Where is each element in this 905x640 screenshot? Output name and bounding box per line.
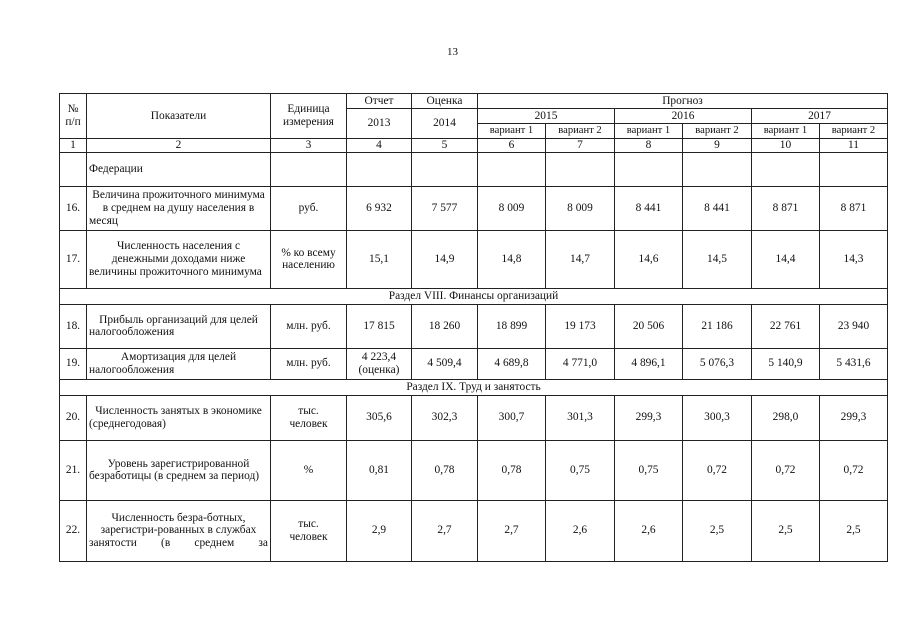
row-unit: % ко всему населению — [271, 230, 347, 288]
cell-value: 2,5 — [820, 500, 888, 561]
row-name: Прибыль организаций для целей налогообложения — [87, 304, 271, 348]
header-2015-variant2: вариант 2 — [546, 124, 615, 139]
cell-value: 8 009 — [546, 186, 615, 230]
cell-value: 302,3 — [412, 395, 478, 440]
row-unit: млн. руб. — [271, 304, 347, 348]
cell-value: 2,6 — [546, 500, 615, 561]
cell-value: 2,5 — [683, 500, 752, 561]
cell-value: 2,7 — [412, 500, 478, 561]
row-name: Численность занятых в экономике (среднегодовая) — [87, 395, 271, 440]
cell-value: 6 932 — [347, 186, 412, 230]
cell-value: 7 577 — [412, 186, 478, 230]
cell-value: 14,4 — [752, 230, 820, 288]
header-forecast: Прогноз — [478, 94, 888, 109]
cell-value: 17 815 — [347, 304, 412, 348]
row-num: 21. — [60, 440, 87, 500]
cell-value: 4 771,0 — [546, 348, 615, 379]
cell-value: 8 441 — [683, 186, 752, 230]
cell-value: 0,75 — [615, 440, 683, 500]
col-number: 4 — [347, 139, 412, 153]
row-unit: тыс. человек — [271, 500, 347, 561]
cell-value: 20 506 — [615, 304, 683, 348]
cell-value: 305,6 — [347, 395, 412, 440]
cell-value: 5 431,6 — [820, 348, 888, 379]
table-row — [60, 395, 888, 440]
cell-value: 19 173 — [546, 304, 615, 348]
cell-value: 4 896,1 — [615, 348, 683, 379]
page-number: 13 — [447, 46, 458, 58]
row-num: 22. — [60, 500, 87, 561]
column-number-row — [60, 139, 888, 153]
cell-value: 300,3 — [683, 395, 752, 440]
cell-value: 4 509,4 — [412, 348, 478, 379]
cell-value: 14,8 — [478, 230, 546, 288]
row-num: 19. — [60, 348, 87, 379]
cell-value: 22 761 — [752, 304, 820, 348]
col-number: 5 — [412, 139, 478, 153]
col-number: 2 — [87, 139, 271, 153]
row-num: 18. — [60, 304, 87, 348]
header-unit: Единица измерения — [271, 94, 347, 139]
header-2016-variant2: вариант 2 — [683, 124, 752, 139]
cell-value: 2,5 — [752, 500, 820, 561]
col-number: 11 — [820, 139, 888, 153]
cell-value: 5 076,3 — [683, 348, 752, 379]
table-row — [60, 304, 888, 348]
cell-value: 14,3 — [820, 230, 888, 288]
cell-value: 23 940 — [820, 304, 888, 348]
forecast-table — [59, 93, 888, 562]
table-row — [60, 230, 888, 288]
header-year-2013: 2013 — [347, 109, 412, 139]
cell-value: 2,7 — [478, 500, 546, 561]
cell-value: 0,81 — [347, 440, 412, 500]
row-num: 17. — [60, 230, 87, 288]
cell-value: 8 441 — [615, 186, 683, 230]
header-num: № п/п — [60, 94, 87, 139]
row-unit: млн. руб. — [271, 348, 347, 379]
section-heading: Раздел VIII. Финансы организаций — [60, 288, 888, 304]
cell-value: 4 223,4 (оценка) — [347, 348, 412, 379]
cell-value: 299,3 — [615, 395, 683, 440]
col-number: 3 — [271, 139, 347, 153]
header-2016-variant1: вариант 1 — [615, 124, 683, 139]
cell-value: 0,75 — [546, 440, 615, 500]
col-number: 9 — [683, 139, 752, 153]
row-num: 16. — [60, 186, 87, 230]
cell-value: 298,0 — [752, 395, 820, 440]
row-name: Уровень зарегистрированной безработицы (в среднем за период) — [87, 440, 271, 500]
row-unit: тыс. человек — [271, 395, 347, 440]
row-name: Численность населения с денежными доходами ниже величины прожиточного минимума — [87, 230, 271, 288]
cell-value: 8 871 — [820, 186, 888, 230]
row-name: Амортизация для целей налогообложения — [87, 348, 271, 379]
cell-value: 14,7 — [546, 230, 615, 288]
header-indicators: Показатели — [87, 94, 271, 139]
col-number: 6 — [478, 139, 546, 153]
row-name: Численность безра-ботных, зарегистри-рованных в службах занятости (в среднем за — [87, 500, 271, 561]
col-number: 10 — [752, 139, 820, 153]
header-year-2017: 2017 — [752, 109, 888, 124]
cell-value: 15,1 — [347, 230, 412, 288]
table-row — [60, 348, 888, 379]
cell-value: 299,3 — [820, 395, 888, 440]
header-2017-variant1: вариант 1 — [752, 124, 820, 139]
cell-value: 0,78 — [412, 440, 478, 500]
cell-value: 14,6 — [615, 230, 683, 288]
table-row — [60, 500, 888, 561]
header-year-2014: 2014 — [412, 109, 478, 139]
cell-value: 14,9 — [412, 230, 478, 288]
cell-value: 0,72 — [683, 440, 752, 500]
cell-value: 0,72 — [820, 440, 888, 500]
col-number: 8 — [615, 139, 683, 153]
header-2017-variant2: вариант 2 — [820, 124, 888, 139]
cell-value: 0,72 — [752, 440, 820, 500]
cell-value: 2,6 — [615, 500, 683, 561]
cell-value: 21 186 — [683, 304, 752, 348]
cell-value: 18 260 — [412, 304, 478, 348]
row-num: 20. — [60, 395, 87, 440]
cell-value: 8 009 — [478, 186, 546, 230]
col-number: 7 — [546, 139, 615, 153]
header-estimate: Оценка — [412, 94, 478, 109]
cell-value: 14,5 — [683, 230, 752, 288]
cell-value: 300,7 — [478, 395, 546, 440]
cell-value: 5 140,9 — [752, 348, 820, 379]
section-heading: Раздел IX. Труд и занятость — [60, 379, 888, 395]
table-row — [60, 186, 888, 230]
row-name: Величина прожиточного минимума в среднем на душу населения в месяц — [87, 186, 271, 230]
row-unit: руб. — [271, 186, 347, 230]
cell-value: 8 871 — [752, 186, 820, 230]
row-name: Федерации — [87, 152, 271, 186]
header-year-2016: 2016 — [615, 109, 752, 124]
cell-value: 0,78 — [478, 440, 546, 500]
row-unit: % — [271, 440, 347, 500]
table-row — [60, 440, 888, 500]
table-row — [60, 152, 888, 186]
header-report: Отчет — [347, 94, 412, 109]
header-2015-variant1: вариант 1 — [478, 124, 546, 139]
col-number: 1 — [60, 139, 87, 153]
cell-value: 301,3 — [546, 395, 615, 440]
cell-value: 18 899 — [478, 304, 546, 348]
cell-value: 2,9 — [347, 500, 412, 561]
cell-value: 4 689,8 — [478, 348, 546, 379]
header-year-2015: 2015 — [478, 109, 615, 124]
